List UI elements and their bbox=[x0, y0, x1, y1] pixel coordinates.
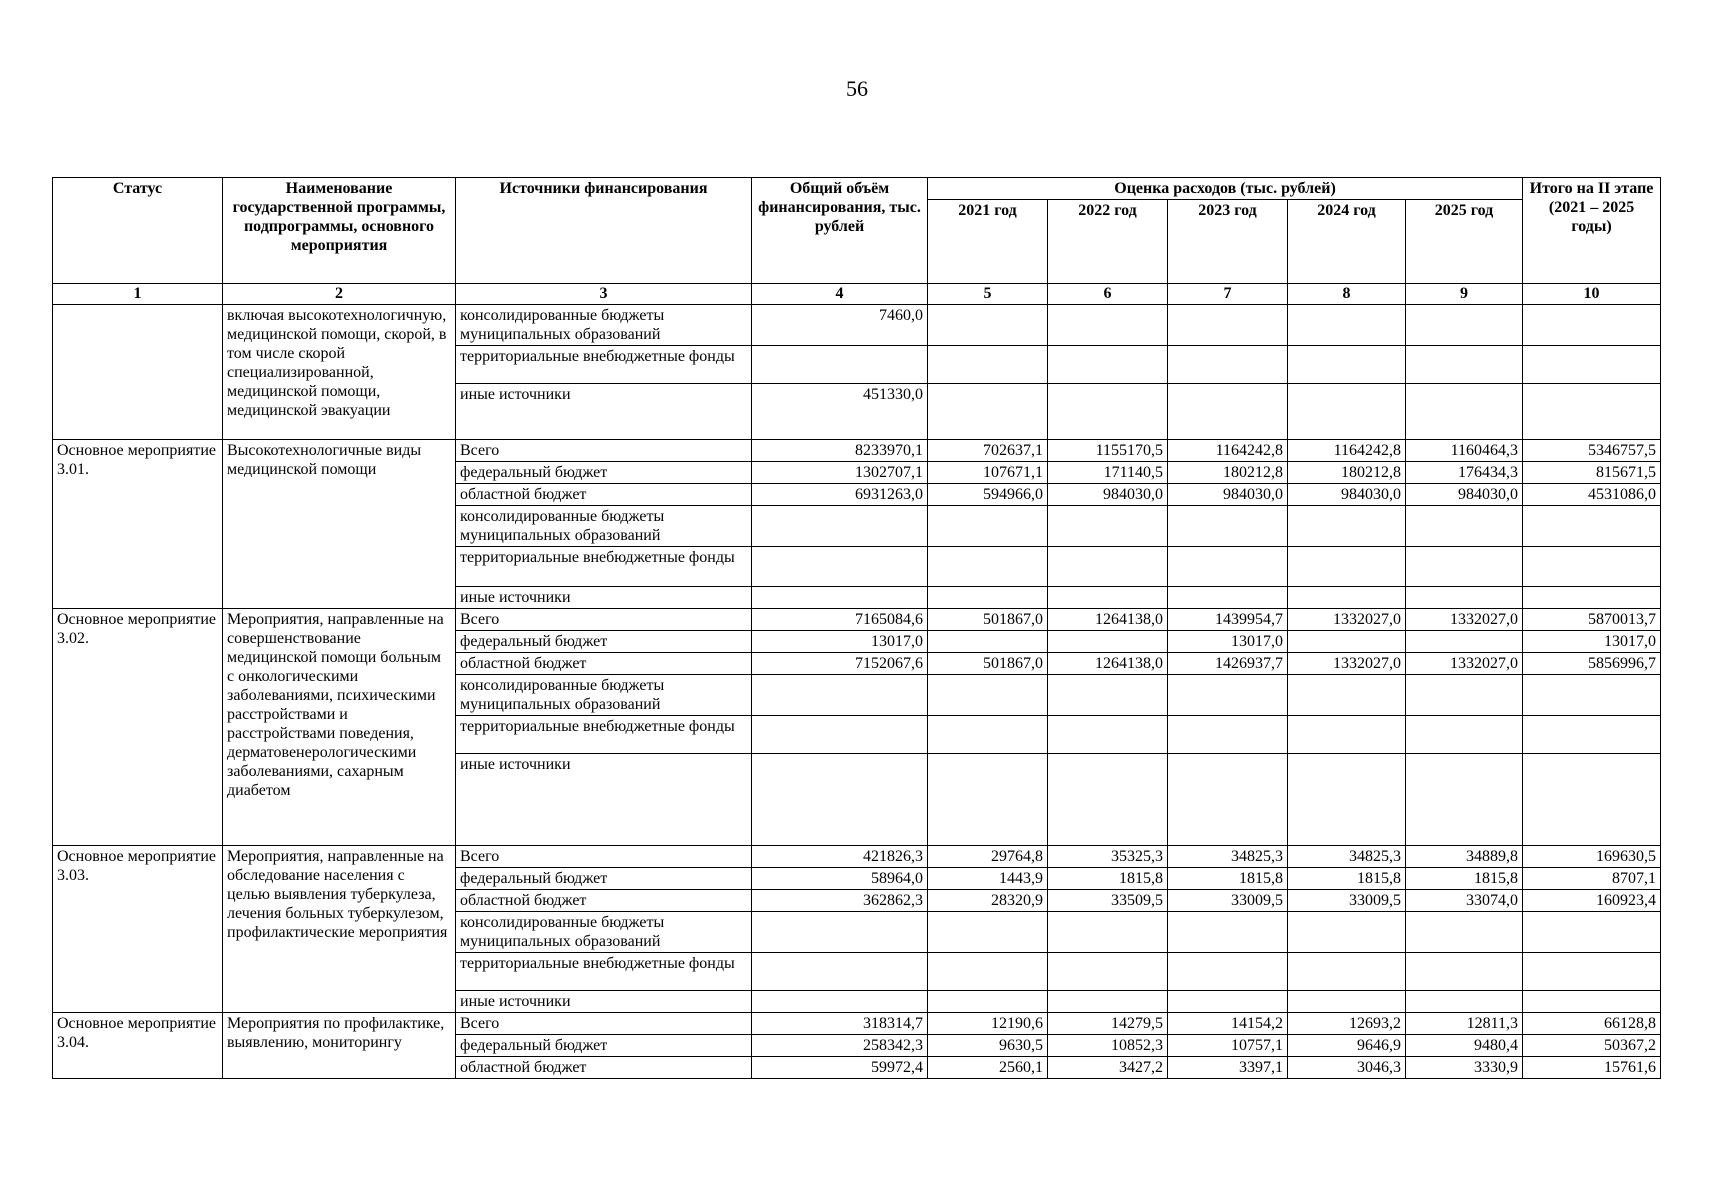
year-value-cell: 35325,3 bbox=[1048, 846, 1168, 868]
year-value-cell bbox=[1288, 506, 1406, 547]
year-value-cell bbox=[1048, 631, 1168, 653]
funding-source-cell: территориальные внебюджетные фонды bbox=[456, 953, 752, 991]
funding-source-cell: областной бюджет bbox=[456, 890, 752, 912]
funding-source-cell: областной бюджет bbox=[456, 653, 752, 675]
year-value-cell bbox=[1288, 346, 1406, 384]
total-cell: 451330,0 bbox=[752, 384, 928, 440]
year-value-cell: 702637,1 bbox=[928, 440, 1048, 462]
funding-source-cell: Всего bbox=[456, 440, 752, 462]
total-cell: 258342,3 bbox=[752, 1035, 928, 1057]
funding-source-cell: консолидированные бюджеты муниципальных образований bbox=[456, 675, 752, 716]
total-cell: 7152067,6 bbox=[752, 653, 928, 675]
funding-source-cell: консолидированные бюджеты муниципальных образований bbox=[456, 506, 752, 547]
table-row bbox=[53, 609, 1661, 631]
year-value-cell: 12693,2 bbox=[1288, 1013, 1406, 1035]
year-value-cell: 176434,3 bbox=[1406, 462, 1523, 484]
table-row bbox=[53, 305, 1661, 346]
year-value-cell bbox=[1406, 305, 1523, 346]
year-value-cell bbox=[1406, 754, 1523, 846]
header-total: Общий объём финансирования, тыс. рублей bbox=[752, 178, 928, 284]
funding-source-cell: территориальные внебюджетные фонды bbox=[456, 346, 752, 384]
year-value-cell bbox=[1168, 716, 1288, 754]
year-value-cell bbox=[1048, 716, 1168, 754]
year-value-cell bbox=[1168, 912, 1288, 953]
year-value-cell bbox=[1048, 547, 1168, 587]
year-value-cell: 1332027,0 bbox=[1406, 653, 1523, 675]
year-value-cell bbox=[928, 675, 1048, 716]
total-cell: 362862,3 bbox=[752, 890, 928, 912]
year-value-cell: 34825,3 bbox=[1168, 846, 1288, 868]
total-cell bbox=[752, 716, 928, 754]
total-cell bbox=[752, 991, 928, 1013]
year-value-cell bbox=[1048, 506, 1168, 547]
year-value-cell bbox=[1406, 631, 1523, 653]
column-number-row bbox=[53, 284, 1661, 305]
year-value-cell: 33074,0 bbox=[1406, 890, 1523, 912]
year-value-cell bbox=[1288, 631, 1406, 653]
result-cell: 169630,5 bbox=[1523, 846, 1661, 868]
total-cell: 318314,7 bbox=[752, 1013, 928, 1035]
year-value-cell bbox=[1288, 587, 1406, 609]
table-row bbox=[53, 846, 1661, 868]
year-value-cell: 34825,3 bbox=[1288, 846, 1406, 868]
header-year-2022: 2022 год bbox=[1048, 200, 1168, 284]
year-value-cell: 34889,8 bbox=[1406, 846, 1523, 868]
year-value-cell: 14154,2 bbox=[1168, 1013, 1288, 1035]
year-value-cell bbox=[928, 912, 1048, 953]
program-name-cell: Высокотехнологичные виды медицинской помощи bbox=[223, 440, 456, 609]
year-value-cell: 33509,5 bbox=[1048, 890, 1168, 912]
year-value-cell bbox=[1048, 991, 1168, 1013]
funding-source-cell: областной бюджет bbox=[456, 1057, 752, 1079]
status-cell: Основное мероприятие 3.02. bbox=[53, 609, 223, 846]
year-value-cell: 1815,8 bbox=[1406, 868, 1523, 890]
year-value-cell bbox=[1406, 716, 1523, 754]
table-row bbox=[53, 1013, 1661, 1035]
funding-source-cell: областной бюджет bbox=[456, 484, 752, 506]
year-value-cell: 10852,3 bbox=[1048, 1035, 1168, 1057]
table-body bbox=[53, 305, 1661, 1079]
column-number: 4 bbox=[752, 284, 928, 305]
year-value-cell bbox=[1406, 346, 1523, 384]
page-number: 56 bbox=[846, 76, 868, 101]
result-cell bbox=[1523, 953, 1661, 991]
year-value-cell: 984030,0 bbox=[1048, 484, 1168, 506]
year-value-cell bbox=[928, 305, 1048, 346]
year-value-cell: 33009,5 bbox=[1288, 890, 1406, 912]
program-name-cell: Мероприятия по профилактике, выявлению, мониторингу bbox=[223, 1013, 456, 1079]
header-name: Наименование государственной программы, подпрограммы, основного мероприятия bbox=[223, 178, 456, 284]
year-value-cell: 984030,0 bbox=[1406, 484, 1523, 506]
total-cell: 6931263,0 bbox=[752, 484, 928, 506]
year-value-cell bbox=[928, 547, 1048, 587]
year-value-cell bbox=[1406, 547, 1523, 587]
year-value-cell bbox=[1168, 506, 1288, 547]
total-cell: 59972,4 bbox=[752, 1057, 928, 1079]
total-cell: 58964,0 bbox=[752, 868, 928, 890]
year-value-cell: 1164242,8 bbox=[1288, 440, 1406, 462]
year-value-cell bbox=[1168, 305, 1288, 346]
funding-source-cell: иные источники bbox=[456, 384, 752, 440]
year-value-cell bbox=[1288, 912, 1406, 953]
result-cell: 50367,2 bbox=[1523, 1035, 1661, 1057]
year-value-cell bbox=[1168, 675, 1288, 716]
year-value-cell: 10757,1 bbox=[1168, 1035, 1288, 1057]
header-estimate-group: Оценка расходов (тыс. рублей) bbox=[928, 178, 1523, 200]
year-value-cell: 3046,3 bbox=[1288, 1057, 1406, 1079]
year-value-cell: 12811,3 bbox=[1406, 1013, 1523, 1035]
column-number: 1 bbox=[53, 284, 223, 305]
column-number: 5 bbox=[928, 284, 1048, 305]
year-value-cell bbox=[1406, 384, 1523, 440]
header-result: Итого на II этапе (2021 – 2025 годы) bbox=[1523, 178, 1661, 284]
year-value-cell: 594966,0 bbox=[928, 484, 1048, 506]
result-cell bbox=[1523, 716, 1661, 754]
status-cell: Основное мероприятие 3.01. bbox=[53, 440, 223, 609]
year-value-cell bbox=[928, 754, 1048, 846]
year-value-cell bbox=[1288, 716, 1406, 754]
year-value-cell bbox=[928, 953, 1048, 991]
year-value-cell bbox=[1168, 587, 1288, 609]
year-value-cell: 28320,9 bbox=[928, 890, 1048, 912]
year-value-cell: 1815,8 bbox=[1048, 868, 1168, 890]
result-cell bbox=[1523, 506, 1661, 547]
funding-source-cell: консолидированные бюджеты муниципальных образований bbox=[456, 305, 752, 346]
year-value-cell bbox=[1048, 384, 1168, 440]
total-cell: 13017,0 bbox=[752, 631, 928, 653]
total-cell bbox=[752, 547, 928, 587]
year-value-cell bbox=[1168, 346, 1288, 384]
year-value-cell bbox=[1288, 754, 1406, 846]
result-cell bbox=[1523, 384, 1661, 440]
result-cell bbox=[1523, 675, 1661, 716]
header-sources: Источники финансирования bbox=[456, 178, 752, 284]
year-value-cell: 1332027,0 bbox=[1288, 653, 1406, 675]
result-cell: 15761,6 bbox=[1523, 1057, 1661, 1079]
funding-source-cell: иные источники bbox=[456, 754, 752, 846]
column-number: 10 bbox=[1523, 284, 1661, 305]
year-value-cell bbox=[1048, 953, 1168, 991]
result-cell: 5870013,7 bbox=[1523, 609, 1661, 631]
total-cell: 8233970,1 bbox=[752, 440, 928, 462]
funding-source-cell: Всего bbox=[456, 846, 752, 868]
column-number: 6 bbox=[1048, 284, 1168, 305]
year-value-cell: 180212,8 bbox=[1168, 462, 1288, 484]
year-value-cell: 33009,5 bbox=[1168, 890, 1288, 912]
column-number: 2 bbox=[223, 284, 456, 305]
funding-source-cell: федеральный бюджет bbox=[456, 1035, 752, 1057]
result-cell bbox=[1523, 991, 1661, 1013]
year-value-cell bbox=[1406, 991, 1523, 1013]
result-cell: 815671,5 bbox=[1523, 462, 1661, 484]
year-value-cell bbox=[1406, 587, 1523, 609]
column-number: 3 bbox=[456, 284, 752, 305]
year-value-cell bbox=[928, 991, 1048, 1013]
year-value-cell: 1426937,7 bbox=[1168, 653, 1288, 675]
year-value-cell bbox=[1406, 675, 1523, 716]
total-cell: 421826,3 bbox=[752, 846, 928, 868]
result-cell bbox=[1523, 912, 1661, 953]
year-value-cell: 107671,1 bbox=[928, 462, 1048, 484]
year-value-cell: 3330,9 bbox=[1406, 1057, 1523, 1079]
year-value-cell: 1332027,0 bbox=[1288, 609, 1406, 631]
result-cell: 160923,4 bbox=[1523, 890, 1661, 912]
year-value-cell: 1264138,0 bbox=[1048, 609, 1168, 631]
year-value-cell bbox=[1168, 991, 1288, 1013]
year-value-cell bbox=[928, 346, 1048, 384]
year-value-cell: 9480,4 bbox=[1406, 1035, 1523, 1057]
year-value-cell bbox=[1168, 384, 1288, 440]
year-value-cell: 171140,5 bbox=[1048, 462, 1168, 484]
year-value-cell: 9646,9 bbox=[1288, 1035, 1406, 1057]
funding-source-cell: иные источники bbox=[456, 587, 752, 609]
year-value-cell: 1815,8 bbox=[1288, 868, 1406, 890]
header-year-2024: 2024 год bbox=[1288, 200, 1406, 284]
year-value-cell: 501867,0 bbox=[928, 609, 1048, 631]
year-value-cell bbox=[928, 716, 1048, 754]
funding-source-cell: федеральный бюджет bbox=[456, 631, 752, 653]
funding-source-cell: федеральный бюджет bbox=[456, 868, 752, 890]
year-value-cell bbox=[1406, 953, 1523, 991]
year-value-cell bbox=[1168, 953, 1288, 991]
year-value-cell: 13017,0 bbox=[1168, 631, 1288, 653]
program-name-cell: Мероприятия, направленные на обследование населения с целью выявления туберкулеза, лечения больных туберкулезом, профилактические мероприятия bbox=[223, 846, 456, 1013]
program-name-cell: включая высокотехнологичную, медицинской помощи, скорой, в том числе скорой специализированной, медицинской помощи, медицинской эвакуации bbox=[223, 305, 456, 440]
total-cell bbox=[752, 587, 928, 609]
table-row bbox=[53, 440, 1661, 462]
year-value-cell: 1264138,0 bbox=[1048, 653, 1168, 675]
year-value-cell: 2560,1 bbox=[928, 1057, 1048, 1079]
year-value-cell bbox=[1288, 675, 1406, 716]
year-value-cell: 1164242,8 bbox=[1168, 440, 1288, 462]
result-cell: 5346757,5 bbox=[1523, 440, 1661, 462]
header-year-2021: 2021 год bbox=[928, 200, 1048, 284]
year-value-cell bbox=[1288, 953, 1406, 991]
status-cell bbox=[53, 305, 223, 440]
year-value-cell: 984030,0 bbox=[1168, 484, 1288, 506]
column-number: 7 bbox=[1168, 284, 1288, 305]
status-cell: Основное мероприятие 3.04. bbox=[53, 1013, 223, 1079]
year-value-cell: 3397,1 bbox=[1168, 1057, 1288, 1079]
year-value-cell bbox=[1288, 384, 1406, 440]
result-cell bbox=[1523, 346, 1661, 384]
year-value-cell: 3427,2 bbox=[1048, 1057, 1168, 1079]
total-cell bbox=[752, 754, 928, 846]
header-status: Статус bbox=[53, 178, 223, 284]
funding-table bbox=[52, 177, 1661, 1079]
result-cell bbox=[1523, 305, 1661, 346]
year-value-cell: 1155170,5 bbox=[1048, 440, 1168, 462]
year-value-cell: 1443,9 bbox=[928, 868, 1048, 890]
year-value-cell bbox=[1168, 547, 1288, 587]
year-value-cell bbox=[1288, 547, 1406, 587]
year-value-cell bbox=[928, 587, 1048, 609]
result-cell bbox=[1523, 754, 1661, 846]
column-number: 9 bbox=[1406, 284, 1523, 305]
result-cell bbox=[1523, 547, 1661, 587]
year-value-cell bbox=[1288, 991, 1406, 1013]
year-value-cell bbox=[1048, 305, 1168, 346]
year-value-cell bbox=[1406, 506, 1523, 547]
total-cell bbox=[752, 346, 928, 384]
result-cell: 8707,1 bbox=[1523, 868, 1661, 890]
year-value-cell bbox=[928, 506, 1048, 547]
funding-source-cell: федеральный бюджет bbox=[456, 462, 752, 484]
year-value-cell: 501867,0 bbox=[928, 653, 1048, 675]
year-value-cell bbox=[928, 384, 1048, 440]
year-value-cell: 1439954,7 bbox=[1168, 609, 1288, 631]
result-cell bbox=[1523, 587, 1661, 609]
column-number: 8 bbox=[1288, 284, 1406, 305]
total-cell: 7165084,6 bbox=[752, 609, 928, 631]
funding-source-cell: консолидированные бюджеты муниципальных образований bbox=[456, 912, 752, 953]
result-cell: 13017,0 bbox=[1523, 631, 1661, 653]
funding-source-cell: территориальные внебюджетные фонды bbox=[456, 547, 752, 587]
year-value-cell bbox=[1048, 587, 1168, 609]
total-cell bbox=[752, 953, 928, 991]
year-value-cell: 984030,0 bbox=[1288, 484, 1406, 506]
year-value-cell bbox=[1048, 754, 1168, 846]
result-cell: 66128,8 bbox=[1523, 1013, 1661, 1035]
result-cell: 4531086,0 bbox=[1523, 484, 1661, 506]
year-value-cell bbox=[1048, 912, 1168, 953]
year-value-cell bbox=[1048, 675, 1168, 716]
header-year-2025: 2025 год bbox=[1406, 200, 1523, 284]
total-cell: 1302707,1 bbox=[752, 462, 928, 484]
result-cell: 5856996,7 bbox=[1523, 653, 1661, 675]
year-value-cell bbox=[1406, 912, 1523, 953]
year-value-cell: 14279,5 bbox=[1048, 1013, 1168, 1035]
year-value-cell: 9630,5 bbox=[928, 1035, 1048, 1057]
year-value-cell: 180212,8 bbox=[1288, 462, 1406, 484]
year-value-cell: 1160464,3 bbox=[1406, 440, 1523, 462]
year-value-cell: 1332027,0 bbox=[1406, 609, 1523, 631]
year-value-cell bbox=[1048, 346, 1168, 384]
year-value-cell: 29764,8 bbox=[928, 846, 1048, 868]
funding-source-cell: Всего bbox=[456, 1013, 752, 1035]
status-cell: Основное мероприятие 3.03. bbox=[53, 846, 223, 1013]
funding-source-cell: Всего bbox=[456, 609, 752, 631]
total-cell bbox=[752, 506, 928, 547]
total-cell bbox=[752, 912, 928, 953]
year-value-cell bbox=[928, 631, 1048, 653]
program-name-cell: Мероприятия, направленные на совершенствование медицинской помощи больным с онкологическими заболеваниями, психическими расстройствами и расстройствами поведения, дерматовенерологическими заболеваниями, сахарным диабетом bbox=[223, 609, 456, 846]
funding-source-cell: иные источники bbox=[456, 991, 752, 1013]
total-cell: 7460,0 bbox=[752, 305, 928, 346]
year-value-cell: 12190,6 bbox=[928, 1013, 1048, 1035]
header-year-2023: 2023 год bbox=[1168, 200, 1288, 284]
year-value-cell: 1815,8 bbox=[1168, 868, 1288, 890]
total-cell bbox=[752, 675, 928, 716]
year-value-cell bbox=[1288, 305, 1406, 346]
funding-source-cell: территориальные внебюджетные фонды bbox=[456, 716, 752, 754]
year-value-cell bbox=[1168, 754, 1288, 846]
